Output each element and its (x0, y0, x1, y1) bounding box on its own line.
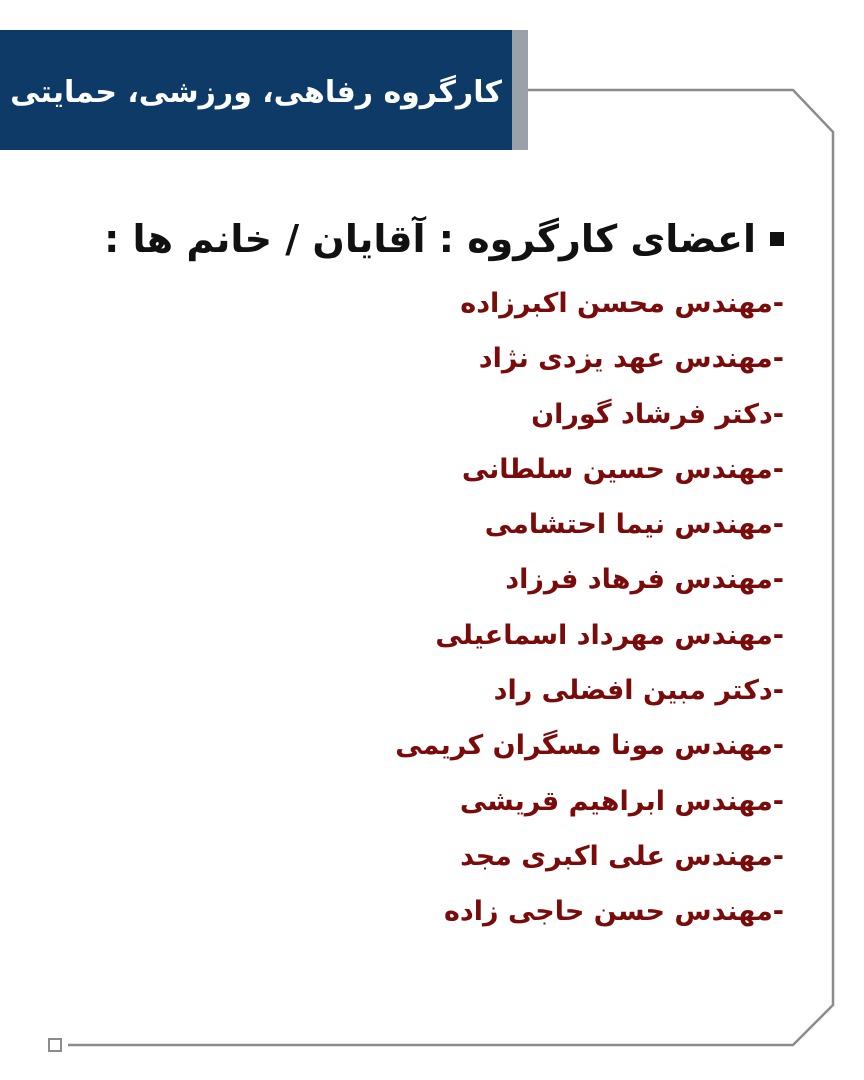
list-item: -مهندس ابراهیم قریشی (459, 785, 784, 817)
title-text: کارگروه رفاهی، ورزشی، حمایتی (10, 74, 502, 110)
frame-end-square (49, 1039, 61, 1051)
list-item: -مهندس مونا مسگران کریمی (395, 730, 784, 762)
list-item: -مهندس حسن حاجی زاده (443, 896, 784, 928)
list-item: -مهندس نیما احتشامی (484, 509, 784, 541)
list-item: -مهندس فرهاد فرزاد (505, 564, 784, 596)
members-list (84, 276, 784, 940)
square-bullet-icon (770, 232, 784, 246)
list-item: -مهندس علی اکبری مجد (460, 840, 784, 872)
list-item: -مهندس مهرداد اسماعیلی (435, 619, 784, 651)
list-item: -مهندس حسین سلطانی (461, 453, 784, 485)
list-item: -دکتر فرشاد گوران (531, 398, 784, 430)
members-heading (84, 208, 784, 270)
title-accent-strip (512, 30, 528, 150)
content-area (84, 208, 784, 940)
title-banner (0, 30, 512, 150)
list-item: -مهندس عهد یزدی نژاد (478, 343, 784, 375)
heading-text: اعضای کارگروه : آقایان / خانم ها : (104, 217, 756, 261)
list-item: -دکتر مبین افضلی راد (493, 675, 784, 707)
list-item: -مهندس محسن اکبرزاده (460, 288, 784, 319)
